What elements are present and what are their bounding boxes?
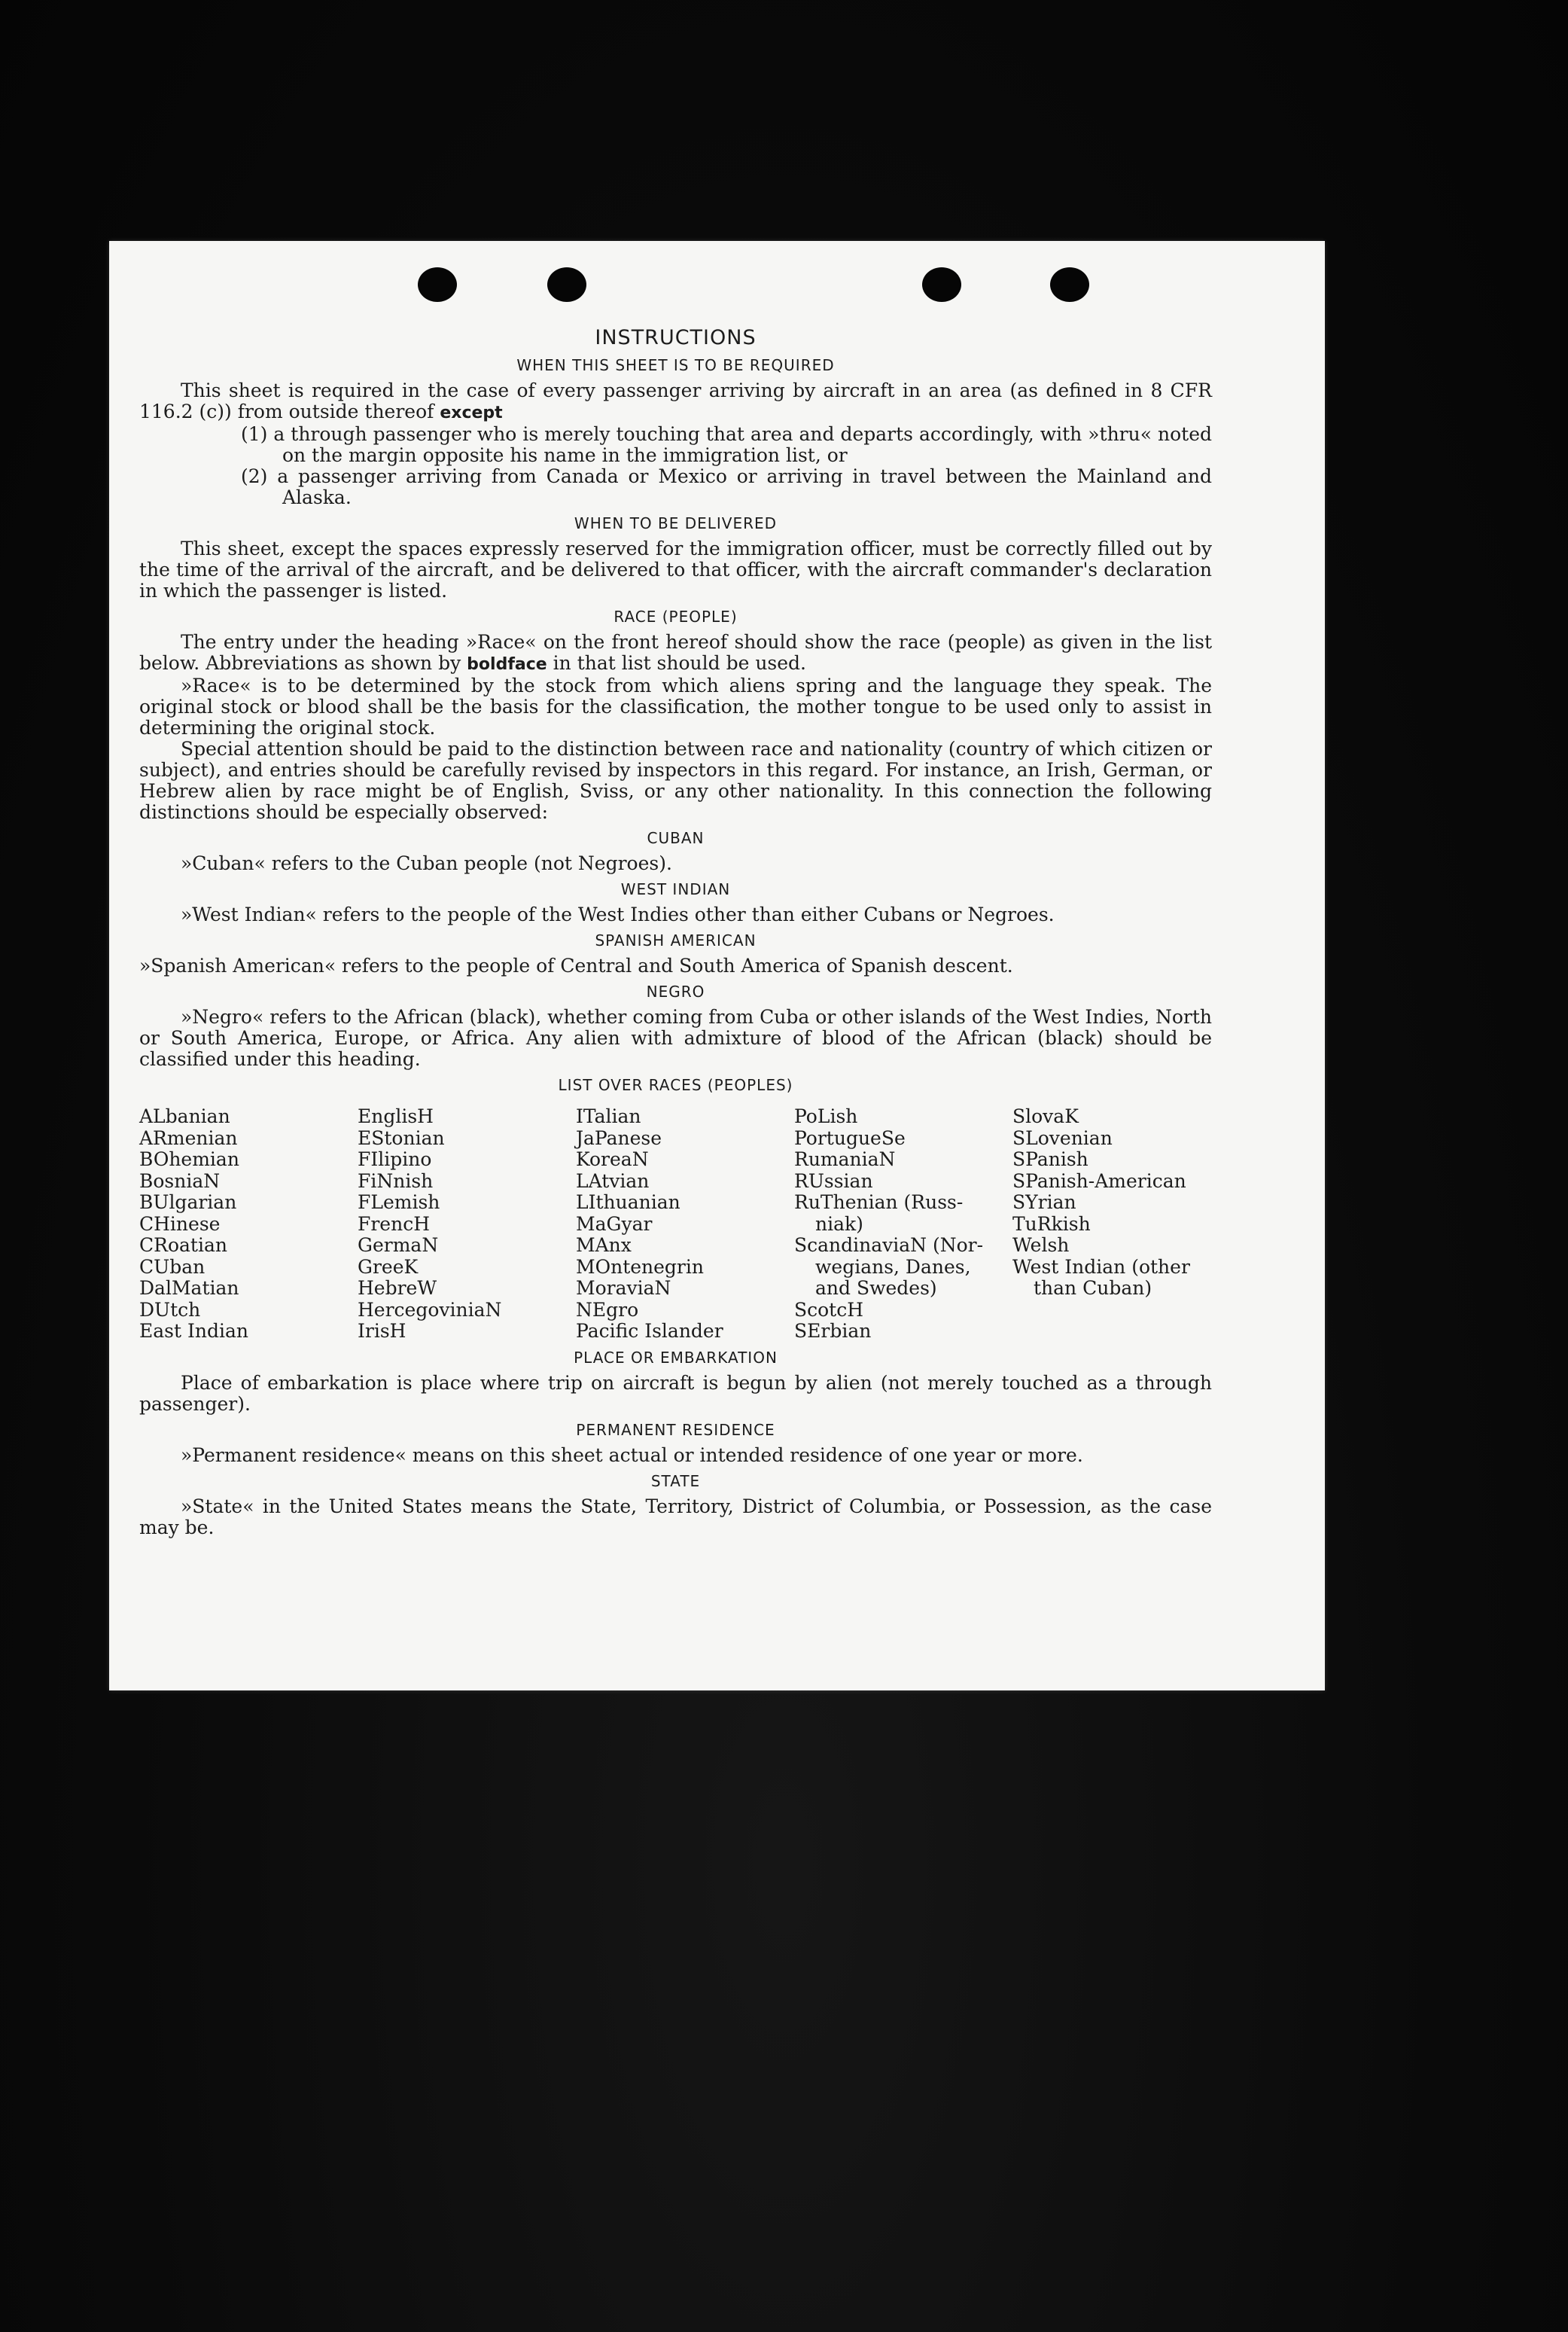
race-item: HebreW bbox=[358, 1277, 437, 1299]
delivered-text: This sheet, except the spaces expressly reserved for the immigration officer, must be correctly filled out by the time of the arrival of the aircraft, and be delivered to that officer, with the aircraft commander's declaration in which the passenger is listed. bbox=[139, 538, 1212, 602]
required-item-1: (1) a through passenger who is merely touching that area and departs accordingly, with »thru« noted on the margin opposite his name in the immigration list, or bbox=[241, 423, 1212, 466]
west-indian-text: »West Indian« refers to the people of the West Indies other than either Cubans or Negroes. bbox=[181, 904, 1055, 925]
heading-race-list: LIST OVER RACES (PEOPLES) bbox=[558, 1076, 793, 1094]
heading-delivered: WHEN TO BE DELIVERED bbox=[574, 514, 778, 532]
race-item: SLovenian bbox=[1012, 1126, 1113, 1149]
race-list-column-1 bbox=[139, 1106, 358, 1343]
punch-hole-3 bbox=[922, 267, 961, 302]
race-item: LAtvian bbox=[576, 1169, 650, 1192]
race-item: East Indian bbox=[139, 1320, 248, 1342]
state-text: »State« in the United States means the State, Territory, District of Columbia, or Possession, as the case may be. bbox=[139, 1495, 1212, 1538]
race-item: IrisH bbox=[358, 1320, 406, 1342]
race-item: KoreaN bbox=[576, 1148, 649, 1170]
race-paragraph-3: Special attention should be paid to the distinction between race and nationality (country of which citizen or subject), and entries should be carefully revised by inspectors in this regard. For instance, an Irish, German, or Hebrew alien by race might be of English, Sviss, or any other nationality. In this connection the following distinctions should be especially observed: bbox=[139, 738, 1212, 823]
race-item: RUssian bbox=[794, 1169, 873, 1192]
permanent-residence-text: »Permanent residence« means on this sheet actual or intended residence of one year or more. bbox=[181, 1443, 1083, 1466]
race-item: than Cuban) bbox=[1034, 1277, 1152, 1299]
race-item: JaPanese bbox=[576, 1126, 662, 1149]
race-item: FIlipino bbox=[358, 1148, 432, 1170]
race-p1-b: in that list should be used. bbox=[553, 652, 807, 674]
race-item: LIthuanian bbox=[576, 1191, 680, 1213]
race-item: BosniaN bbox=[139, 1169, 221, 1192]
race-item: MAnx bbox=[576, 1234, 632, 1256]
race-item: GermaN bbox=[358, 1234, 439, 1256]
race-item: BUlgarian bbox=[139, 1191, 237, 1213]
race-list-column-2 bbox=[358, 1106, 576, 1343]
punch-hole-4 bbox=[1050, 267, 1089, 302]
required-item-2: (2) a passenger arriving from Canada or Mexico or arriving in travel between the Mainland and Alaska. bbox=[241, 465, 1212, 508]
race-item: West Indian (other bbox=[1012, 1255, 1190, 1278]
race-item: MoraviaN bbox=[576, 1277, 671, 1299]
heading-required: WHEN THIS SHEET IS TO BE REQUIRED bbox=[516, 356, 835, 374]
race-item: EnglisH bbox=[358, 1105, 434, 1127]
race-item: ARmenian bbox=[139, 1126, 238, 1149]
instruction-sheet bbox=[109, 241, 1325, 1690]
race-item: GreeK bbox=[358, 1255, 419, 1278]
race-list-column-3 bbox=[576, 1106, 794, 1343]
race-item: SPanish bbox=[1012, 1148, 1088, 1170]
heading-embarkation: PLACE OR EMBARKATION bbox=[574, 1348, 778, 1367]
race-list bbox=[139, 1106, 1212, 1343]
race-item: NEgro bbox=[576, 1298, 639, 1321]
race-item: SErbian bbox=[794, 1320, 872, 1342]
embarkation-text: Place of embarkation is place where trip on aircraft is begun by alien (not merely touched as a through passenger). bbox=[139, 1371, 1212, 1415]
required-intro-bold: except bbox=[440, 404, 503, 422]
race-p1-a: The entry under the heading »Race« on the front hereof should show the race (people) as given in the list below. Abbreviations as shown by bbox=[139, 631, 1212, 674]
race-item: niak) bbox=[815, 1212, 863, 1235]
race-item: HercegoviniaN bbox=[358, 1298, 502, 1321]
race-item: and Swedes) bbox=[815, 1277, 937, 1299]
race-item: SlovaK bbox=[1012, 1105, 1079, 1127]
punch-hole-2 bbox=[547, 267, 586, 302]
race-item: PortugueSe bbox=[794, 1126, 906, 1149]
race-item: EStonian bbox=[358, 1126, 445, 1149]
race-item: FLemish bbox=[358, 1191, 440, 1213]
spanish-american-text: »Spanish American« refers to the people of Central and South America of Spanish descent. bbox=[139, 955, 1013, 977]
race-item: ITalian bbox=[576, 1105, 641, 1127]
heading-race: RACE (PEOPLE) bbox=[613, 608, 738, 626]
race-item: MOntenegrin bbox=[576, 1255, 704, 1278]
race-list-column-5 bbox=[1012, 1106, 1216, 1343]
race-item: MaGyar bbox=[576, 1212, 653, 1235]
heading-permanent-residence: PERMANENT RESIDENCE bbox=[576, 1420, 775, 1439]
race-item: Pacific Islander bbox=[576, 1320, 723, 1342]
race-item: CRoatian bbox=[139, 1234, 227, 1256]
race-item: RumaniaN bbox=[794, 1148, 896, 1170]
sheet-content bbox=[139, 328, 1212, 1538]
race-item: DalMatian bbox=[139, 1277, 239, 1299]
race-item: BOhemian bbox=[139, 1148, 239, 1170]
cuban-text: »Cuban« refers to the Cuban people (not Negroes). bbox=[181, 852, 672, 874]
race-item: Welsh bbox=[1012, 1234, 1070, 1256]
race-item: CHinese bbox=[139, 1212, 221, 1235]
heading-cuban: CUBAN bbox=[647, 829, 705, 847]
required-intro bbox=[139, 380, 1212, 424]
race-list-column-4 bbox=[794, 1106, 1012, 1343]
race-paragraph-2: »Race« is to be determined by the stock from which aliens spring and the language they speak. The original stock or blood shall be the basis for the classification, the mother tongue to be used only to assist in determining the original stock. bbox=[139, 675, 1212, 739]
heading-west-indian: WEST INDIAN bbox=[620, 880, 731, 898]
race-paragraph-1 bbox=[139, 632, 1212, 675]
race-item: PoLish bbox=[794, 1105, 858, 1127]
race-item: ScandinaviaN (Nor- bbox=[794, 1234, 984, 1256]
page-title: INSTRUCTIONS bbox=[595, 326, 757, 349]
race-item: FiNnish bbox=[358, 1169, 434, 1192]
race-p1-bold: boldface bbox=[467, 655, 547, 674]
race-item: CUban bbox=[139, 1255, 206, 1278]
heading-spanish-american: SPANISH AMERICAN bbox=[595, 931, 757, 950]
race-item: TuRkish bbox=[1012, 1212, 1091, 1235]
race-item: RuThenian (Russ- bbox=[794, 1191, 964, 1213]
race-item: wegians, Danes, bbox=[815, 1255, 971, 1278]
required-intro-text: This sheet is required in the case of every passenger arriving by aircraft in an area (as defined in 8 CFR 116.2 (c)) from outside thereof bbox=[139, 380, 1212, 422]
negro-text: »Negro« refers to the African (black), whether coming from Cuba or other islands of the West Indies, North or South America, Europe, or Africa. Any alien with admixture of blood of the African (black) should be classified under this heading. bbox=[139, 1006, 1212, 1070]
race-item: SYrian bbox=[1012, 1191, 1076, 1213]
race-item: SPanish-American bbox=[1012, 1169, 1186, 1192]
race-item: DUtch bbox=[139, 1298, 201, 1321]
race-item: ScotcH bbox=[794, 1298, 864, 1321]
race-item: FrencH bbox=[358, 1212, 430, 1235]
heading-state: STATE bbox=[650, 1471, 701, 1490]
heading-negro: NEGRO bbox=[646, 983, 705, 1001]
punch-hole-1 bbox=[418, 267, 457, 302]
race-item: ALbanian bbox=[139, 1105, 230, 1127]
